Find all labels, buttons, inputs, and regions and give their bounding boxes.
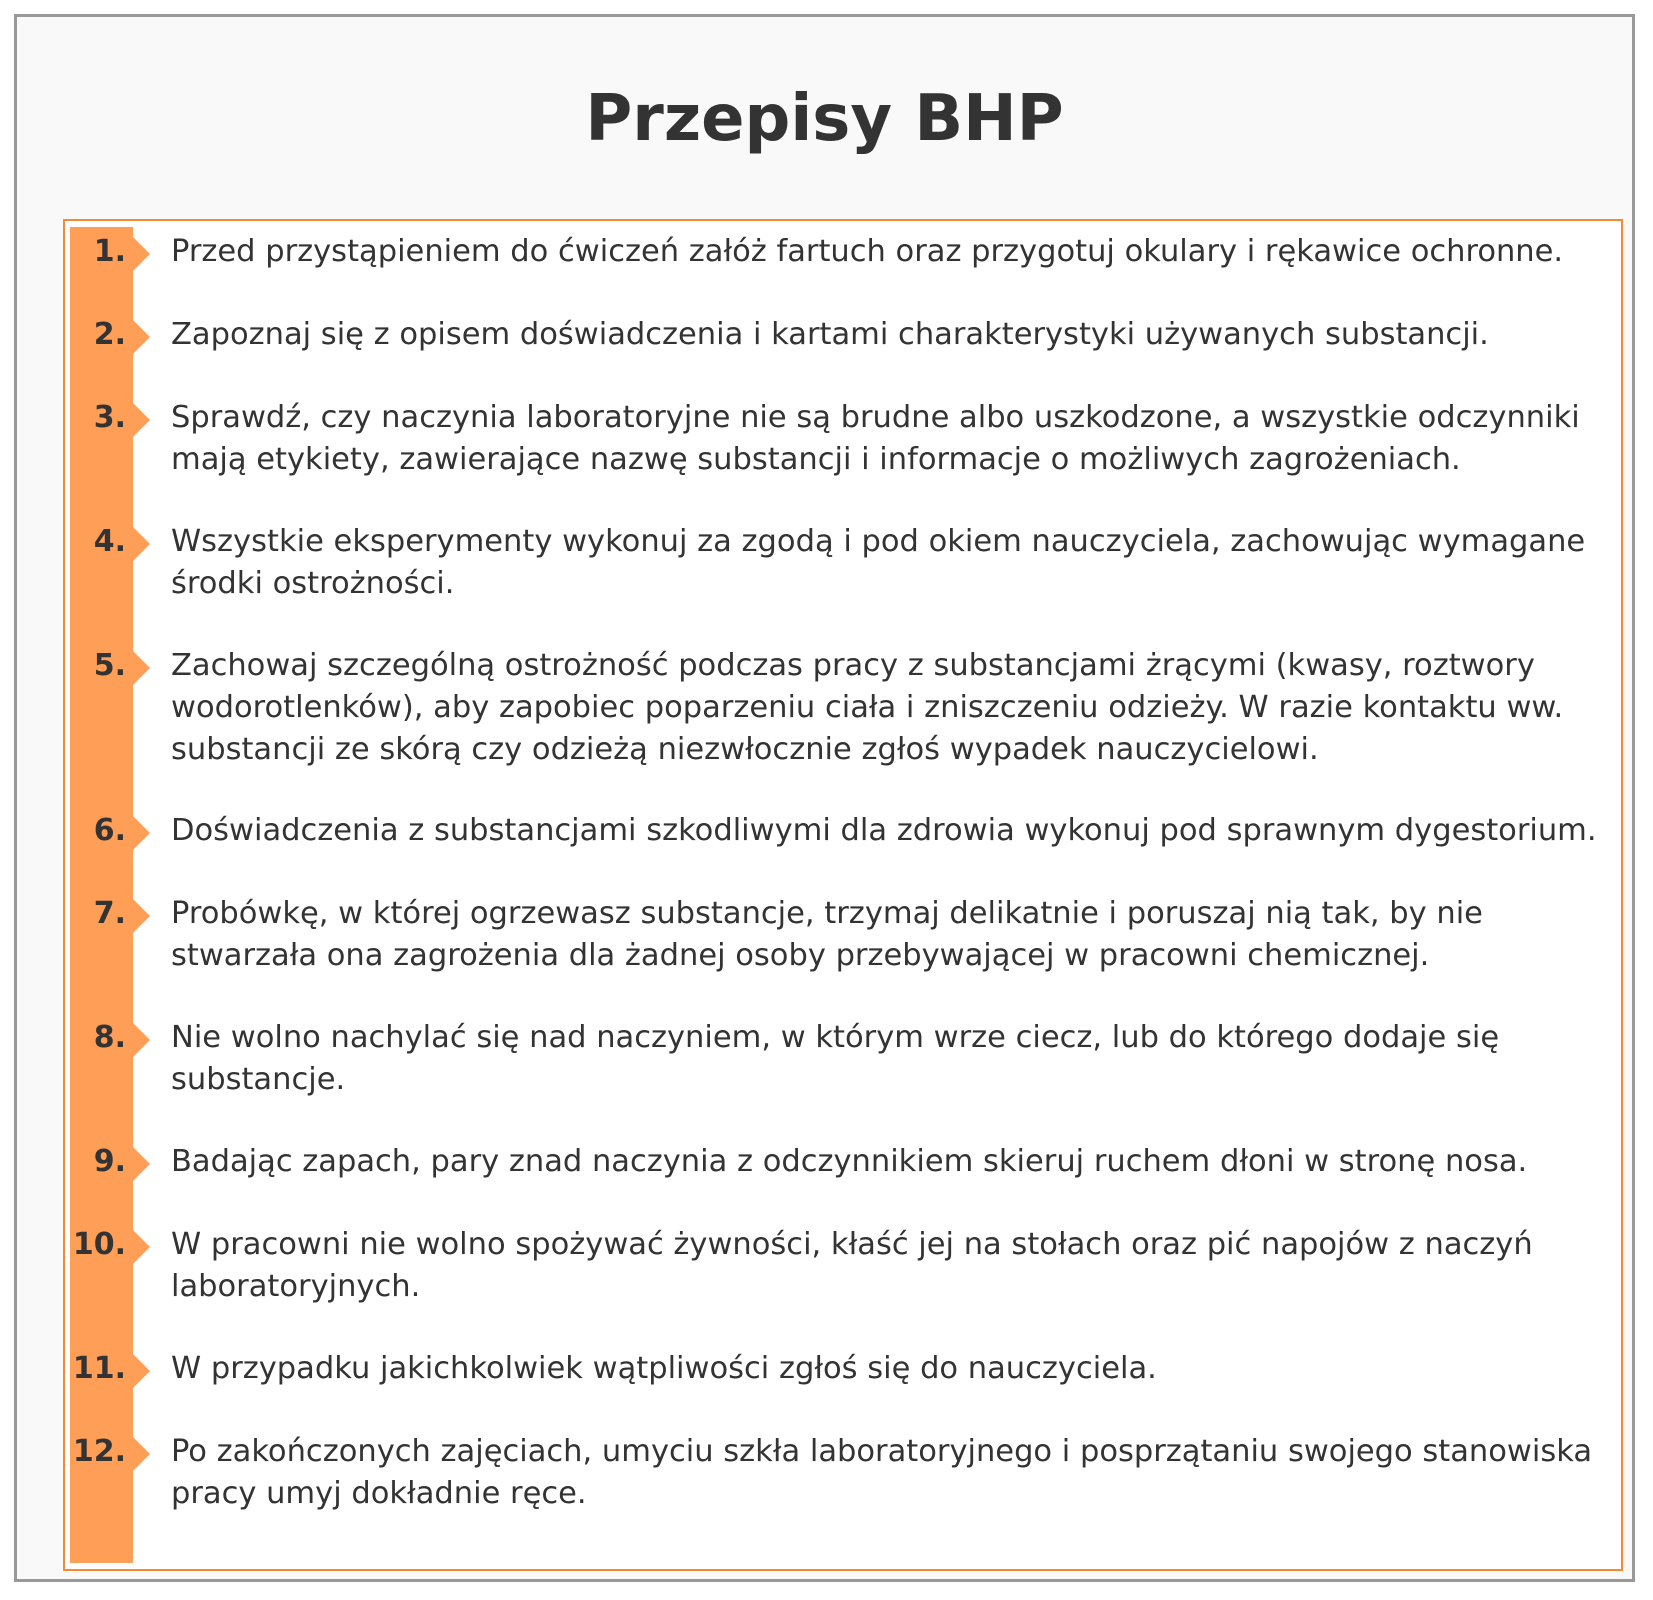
item-text: Badając zapach, pary znad naczynia z odczynnikiem skieruj ruchem dłoni w stronę nosa. — [171, 1144, 1528, 1179]
arrow-marker-icon — [133, 320, 150, 354]
item-number: 4. — [93, 524, 126, 559]
item-text: W przypadku jakichkolwiek wątpliwości zgłoś się do nauczyciela. — [171, 1351, 1157, 1386]
arrow-marker-icon — [133, 527, 150, 561]
item-number: 3. — [93, 400, 126, 435]
arrow-marker-icon — [133, 237, 150, 271]
item-text: Doświadczenia z substancjami szkodliwymi dla zdrowia wykonuj pod sprawnym dygestorium. — [171, 813, 1597, 848]
item-text: Zapoznaj się z opisem doświadczenia i kartami charakterystyki używanych substancji. — [171, 317, 1489, 352]
item-text: Wszystkie eksperymenty wykonuj za zgodą i pod okiem nauczyciela, zachowując wymagane środki ostrożności. — [171, 524, 1586, 601]
arrow-marker-icon — [133, 816, 150, 850]
item-text: Zachowaj szczególną ostrożność podczas pracy z substancjami żrącymi (kwasy, roztwory wodorotlenków), aby zapobiec poparzeniu ciała i zniszczeniu odzieży. W razie kontaktu ww. substancji ze skórą czy odzieżą niezwłocznie zgłoś wypadek nauczycielowi. — [171, 648, 1564, 767]
item-text: Probówkę, w której ogrzewasz substancje, trzymaj delikatnie i poruszaj nią tak, by nie stwarzała ona zagrożenia dla żadnej osoby przebywającej w pracowni chemicznej. — [171, 896, 1483, 973]
item-number: 5. — [93, 648, 126, 683]
item-number: 9. — [93, 1144, 126, 1179]
arrow-marker-icon — [133, 1437, 150, 1471]
arrow-marker-icon — [133, 1354, 150, 1388]
item-number: 6. — [93, 813, 126, 848]
arrow-marker-icon — [133, 1023, 150, 1057]
item-number: 1. — [93, 234, 126, 269]
arrow-marker-icon — [133, 651, 150, 685]
item-number: 2. — [93, 317, 126, 352]
item-number: 8. — [93, 1020, 126, 1055]
arrow-marker-icon — [133, 1230, 150, 1264]
rules-card — [14, 14, 1635, 1582]
page-title: Przepisy BHP — [585, 82, 1064, 156]
arrow-marker-icon — [133, 899, 150, 933]
item-number: 10. — [72, 1227, 126, 1262]
item-text: W pracowni nie wolno spożywać żywności, kłaść jej na stołach oraz pić napojów z naczyń laboratoryjnych. — [171, 1227, 1533, 1304]
arrow-marker-icon — [133, 1147, 150, 1181]
item-text: Przed przystąpieniem do ćwiczeń załóż fartuch oraz przygotuj okulary i rękawice ochronne. — [171, 234, 1564, 269]
item-number: 11. — [72, 1351, 126, 1386]
item-text: Nie wolno nachylać się nad naczyniem, w którym wrze ciecz, lub do którego dodaje się substancje. — [171, 1020, 1500, 1097]
arrow-marker-icon — [133, 403, 150, 437]
item-text: Sprawdź, czy naczynia laboratoryjne nie są brudne albo uszkodzone, a wszystkie odczynniki mają etykiety, zawierające nazwę substancji i informacje o możliwych zagrożeniach. — [171, 400, 1580, 477]
item-text: Po zakończonych zajęciach, umyciu szkła laboratoryjnego i posprzątaniu swojego stanowiska pracy umyj dokładnie ręce. — [171, 1434, 1593, 1511]
rules-list — [63, 219, 1623, 1571]
item-number: 7. — [93, 896, 126, 931]
item-number: 12. — [72, 1434, 126, 1469]
